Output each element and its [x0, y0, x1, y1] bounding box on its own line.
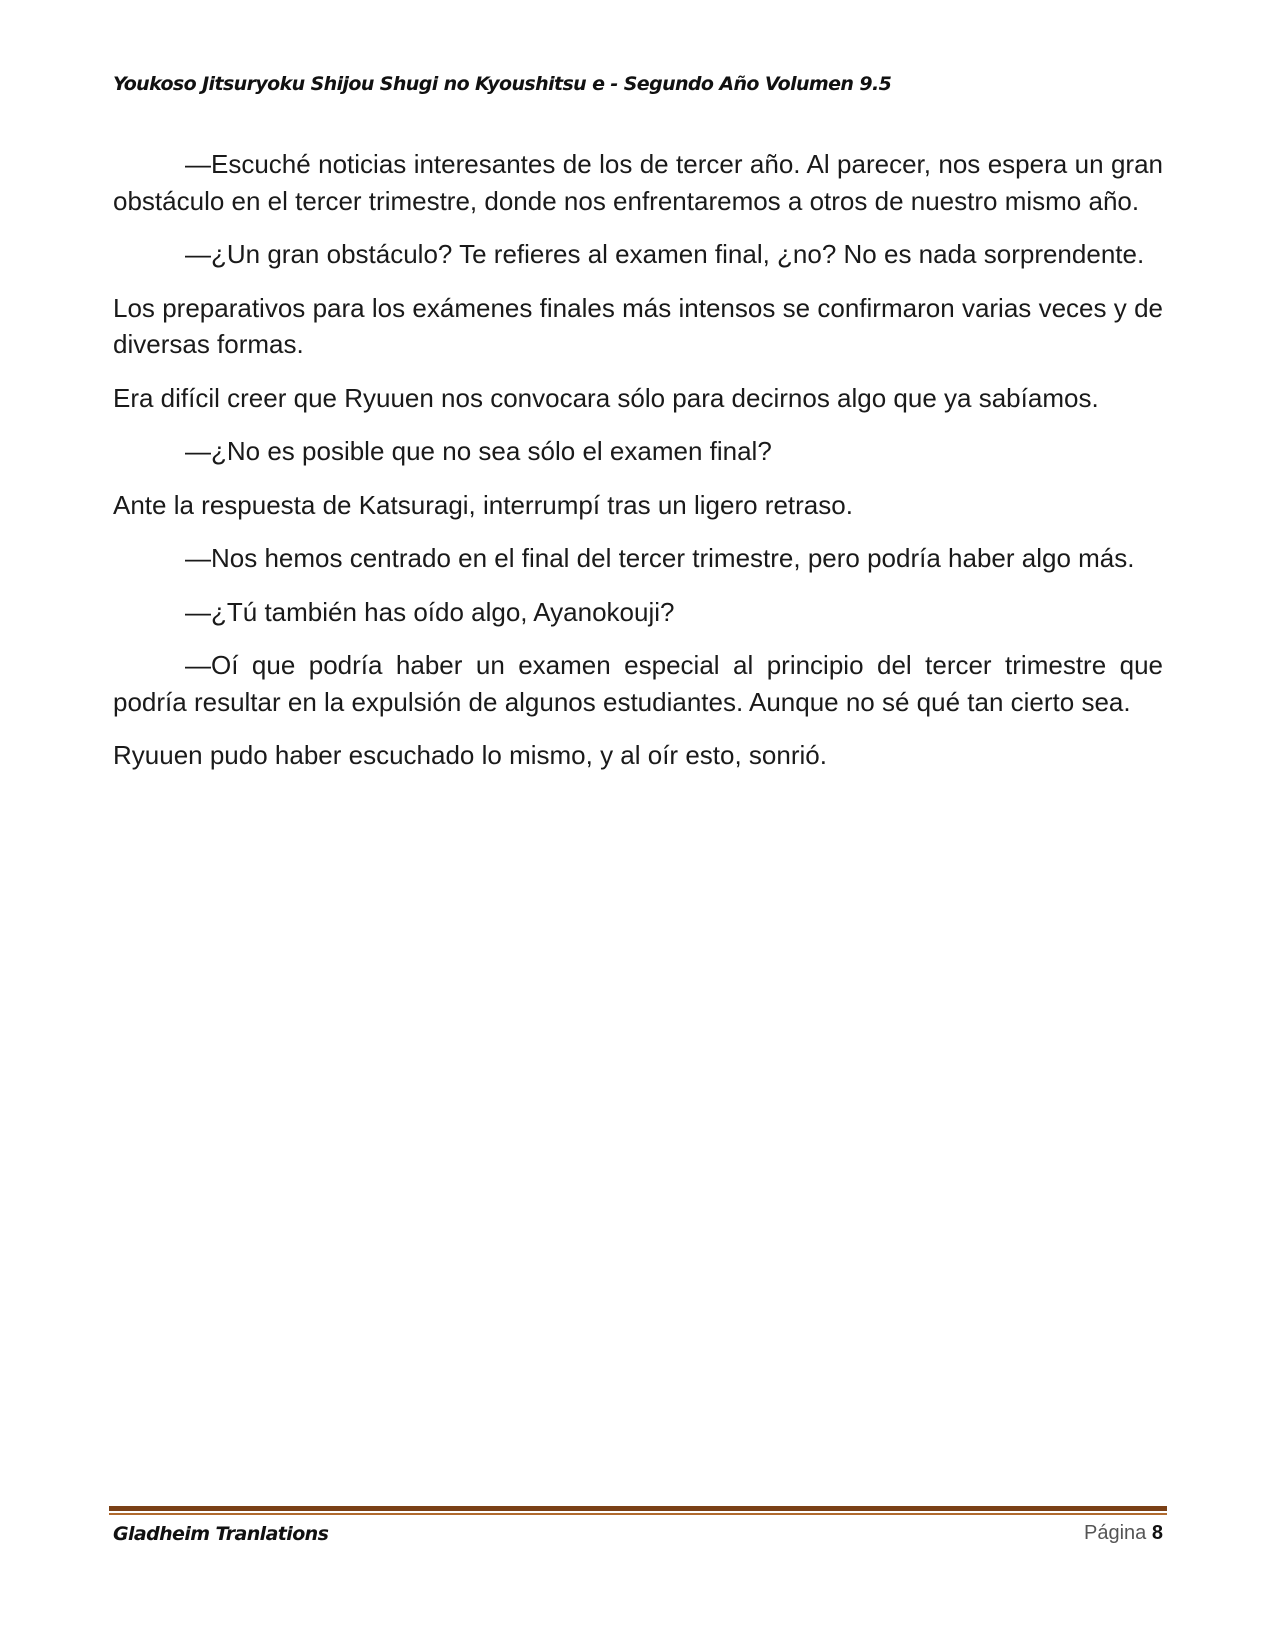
- paragraph-5: —¿No es posible que no sea sólo el examen final?: [185, 436, 772, 466]
- footer-divider-thick-line: [109, 1506, 1167, 1511]
- footer-page-indicator: [1084, 1522, 1163, 1545]
- footer-publisher: Gladheim Tranlations: [113, 1523, 329, 1545]
- paragraph-8: —¿Tú también has oído algo, Ayanokouji?: [185, 596, 675, 627]
- document-body: [113, 146, 1163, 791]
- footer-page-label: Página: [1084, 1522, 1147, 1544]
- paragraph-2: —¿Un gran obstáculo? Te refieres al examen final, ¿no? No es nada sorprendente.: [185, 239, 1145, 269]
- paragraph-4: Era difícil creer que Ryuuen nos convocara sólo para decirnos algo que ya sabíamos.: [113, 382, 1099, 413]
- paragraph-10: Ryuuen pudo haber escuchado lo mismo, y al oír esto, sonrió.: [113, 740, 827, 770]
- paragraph-1: —Escuché noticias interesantes de los de tercer año. Al parecer, nos espera un gran obstáculo en el tercer trimestre, donde nos enfrentaremos a otros de nuestro mismo año.: [113, 149, 1163, 216]
- paragraph-6: Ante la respuesta de Katsuragi, interrumpí tras un ligero retraso.: [113, 489, 853, 520]
- footer-divider: [109, 1506, 1167, 1515]
- paragraph-9: —Oí que podría haber un examen especial al principio del tercer trimestre que podría resultar en la expulsión de algunos estudiantes. Aunque no sé qué tan cierto sea.: [113, 650, 1163, 717]
- footer-divider-thin-line: [109, 1513, 1167, 1515]
- paragraph-7: —Nos hemos centrado en el final del tercer trimestre, pero podría haber algo más.: [185, 543, 1135, 573]
- footer-page-number: 8: [1151, 1522, 1163, 1544]
- page-header-title: Youkoso Jitsuryoku Shijou Shugi no Kyoushitsu e - Segundo Año Volumen 9.5: [113, 73, 892, 95]
- paragraph-3: Los preparativos para los exámenes finales más intensos se confirmaron varias veces y de diversas formas.: [113, 292, 1163, 359]
